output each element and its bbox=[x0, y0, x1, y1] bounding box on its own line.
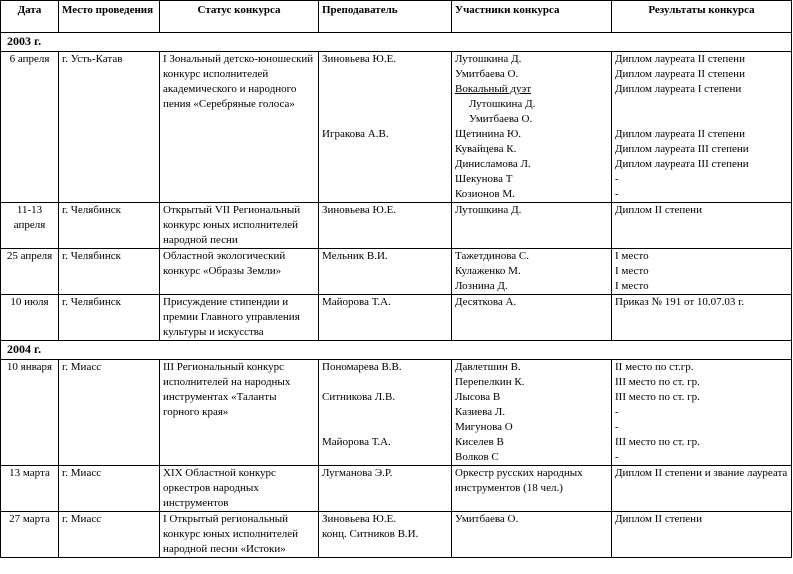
teacher-name: Зиновьева Ю.Е. bbox=[322, 513, 397, 525]
result-text: III место по ст. гр. bbox=[615, 436, 700, 448]
cell-status: I Открытый региональный конкурс юных исполнителей народной песни «Истоки» bbox=[160, 512, 319, 558]
cell-teacher bbox=[319, 512, 452, 558]
cell-results: Диплом II степени bbox=[612, 203, 792, 249]
participant-name: Казиева Л. bbox=[455, 406, 506, 418]
year-label-2003: 2003 г. bbox=[1, 33, 792, 52]
cell-date: 11-13 апреля bbox=[1, 203, 59, 249]
cell-results bbox=[612, 52, 792, 203]
cell-teacher: Лугманова Э.Р. bbox=[319, 466, 452, 512]
table-row bbox=[1, 466, 792, 512]
table-row bbox=[1, 512, 792, 558]
cell-status: III Региональный конкурс исполнителей на народных инструментах «Таланты горного края» bbox=[160, 360, 319, 466]
cell-results: Диплом II степени и звание лауреата bbox=[612, 466, 792, 512]
cell-date: 13 марта bbox=[1, 466, 59, 512]
result-text: - bbox=[615, 173, 619, 185]
cell-date: 10 января bbox=[1, 360, 59, 466]
result-text: III место по ст. гр. bbox=[615, 391, 700, 403]
header-place: Место проведения bbox=[59, 1, 160, 33]
cell-place: г. Челябинск bbox=[59, 295, 160, 341]
table-row bbox=[1, 52, 792, 203]
accompanist-name: конц. Ситников В.И. bbox=[322, 528, 419, 540]
teacher-name: Пономарева В.В. bbox=[322, 361, 402, 373]
participant-name: Умитбаева О. bbox=[455, 68, 519, 80]
table-row bbox=[1, 203, 792, 249]
cell-results bbox=[612, 249, 792, 295]
participant-name: Кувайцева К. bbox=[455, 143, 517, 155]
header-teacher: Преподаватель bbox=[319, 1, 452, 33]
cell-date: 10 июля bbox=[1, 295, 59, 341]
table-row bbox=[1, 249, 792, 295]
cell-date: 25 апреля bbox=[1, 249, 59, 295]
teacher-name: Ситникова Л.В. bbox=[322, 391, 396, 403]
header-date: Дата bbox=[1, 1, 59, 33]
cell-results bbox=[612, 360, 792, 466]
cell-teacher bbox=[319, 52, 452, 203]
cell-status: XIX Областной конкурс оркестров народных инструментов bbox=[160, 466, 319, 512]
ensemble-label: Вокальный дуэт bbox=[455, 83, 532, 95]
cell-date: 6 апреля bbox=[1, 52, 59, 203]
cell-teacher: Мельник В.И. bbox=[319, 249, 452, 295]
cell-place: г. Усть-Катав bbox=[59, 52, 160, 203]
table-row bbox=[1, 295, 792, 341]
cell-participants bbox=[452, 52, 612, 203]
cell-status: I Зональный детско-юношеский конкурс исполнителей академического и народного пения «Серебряные голоса» bbox=[160, 52, 319, 203]
result-text: - bbox=[615, 188, 619, 200]
header-participants: Участники конкурса bbox=[452, 1, 612, 33]
result-text: I место bbox=[615, 280, 649, 292]
header-row bbox=[1, 1, 792, 33]
participant-name: Мигунова О bbox=[455, 421, 513, 433]
cell-place: г. Миасс bbox=[59, 512, 160, 558]
cell-place: г. Миасс bbox=[59, 466, 160, 512]
cell-teacher bbox=[319, 360, 452, 466]
participant-name: Щетинина Ю. bbox=[455, 128, 522, 140]
cell-participants: Умитбаева О. bbox=[452, 512, 612, 558]
result-text: - bbox=[615, 451, 619, 463]
cell-place: г. Челябинск bbox=[59, 203, 160, 249]
cell-teacher: Зиновьева Ю.Е. bbox=[319, 203, 452, 249]
table-row bbox=[1, 360, 792, 466]
year-row-2004 bbox=[1, 341, 792, 360]
cell-date: 27 марта bbox=[1, 512, 59, 558]
header-results: Результаты конкурса bbox=[612, 1, 792, 33]
result-text: II место по ст.гр. bbox=[615, 361, 694, 373]
teacher-name: Майорова Т.А. bbox=[322, 436, 391, 448]
cell-place: г. Миасс bbox=[59, 360, 160, 466]
result-text: - bbox=[615, 406, 619, 418]
cell-results: Диплом II степени bbox=[612, 512, 792, 558]
result-text: Диплом лауреата I степени bbox=[615, 83, 742, 95]
header-status: Статус конкурса bbox=[160, 1, 319, 33]
participant-name: Тажетдинова С. bbox=[455, 250, 529, 262]
year-label-2004: 2004 г. bbox=[1, 341, 792, 360]
participant-name: Лутошкина Д. bbox=[469, 98, 536, 110]
participant-name: Шекунова Т bbox=[455, 173, 513, 185]
participant-name: Динисламова Л. bbox=[455, 158, 531, 170]
year-row-2003 bbox=[1, 33, 792, 52]
participant-name: Козионов М. bbox=[455, 188, 515, 200]
cell-participants: Оркестр русских народных инструментов (18 чел.) bbox=[452, 466, 612, 512]
participant-name: Давлетшин В. bbox=[455, 361, 521, 373]
participant-name: Перепелкин К. bbox=[455, 376, 525, 388]
cell-status: Областной экологический конкурс «Образы Земли» bbox=[160, 249, 319, 295]
participant-name: Киселев В bbox=[455, 436, 504, 448]
participant-name: Лутошкина Д. bbox=[455, 53, 522, 65]
cell-status: Присуждение стипендии и премии Главного управления культуры и искусства bbox=[160, 295, 319, 341]
teacher-name: Зиновьева Ю.Е. bbox=[322, 53, 397, 65]
participant-name: Умитбаева О. bbox=[469, 113, 533, 125]
cell-status: Открытый VII Региональный конкурс юных исполнителей народной песни bbox=[160, 203, 319, 249]
cell-teacher: Майорова Т.А. bbox=[319, 295, 452, 341]
result-text: I место bbox=[615, 250, 649, 262]
cell-place: г. Челябинск bbox=[59, 249, 160, 295]
result-text: Диплом лауреата III степени bbox=[615, 158, 749, 170]
cell-results: Приказ № 191 от 10.07.03 г. bbox=[612, 295, 792, 341]
participant-name: Кулаженко М. bbox=[455, 265, 521, 277]
result-text: Диплом лауреата III степени bbox=[615, 143, 749, 155]
result-text: Диплом лауреата II степени bbox=[615, 128, 745, 140]
result-text: Диплом лауреата II степени bbox=[615, 68, 745, 80]
cell-participants: Десяткова А. bbox=[452, 295, 612, 341]
participant-name: Лознина Д. bbox=[455, 280, 508, 292]
result-text: I место bbox=[615, 265, 649, 277]
participant-name: Волков С bbox=[455, 451, 499, 463]
teacher-name: Игракова А.В. bbox=[322, 128, 389, 140]
cell-participants: Лутошкина Д. bbox=[452, 203, 612, 249]
participant-name: Лысова В bbox=[455, 391, 501, 403]
result-text: Диплом лауреата II степени bbox=[615, 53, 745, 65]
cell-participants bbox=[452, 360, 612, 466]
result-text: III место по ст. гр. bbox=[615, 376, 700, 388]
cell-participants bbox=[452, 249, 612, 295]
result-text: - bbox=[615, 421, 619, 433]
